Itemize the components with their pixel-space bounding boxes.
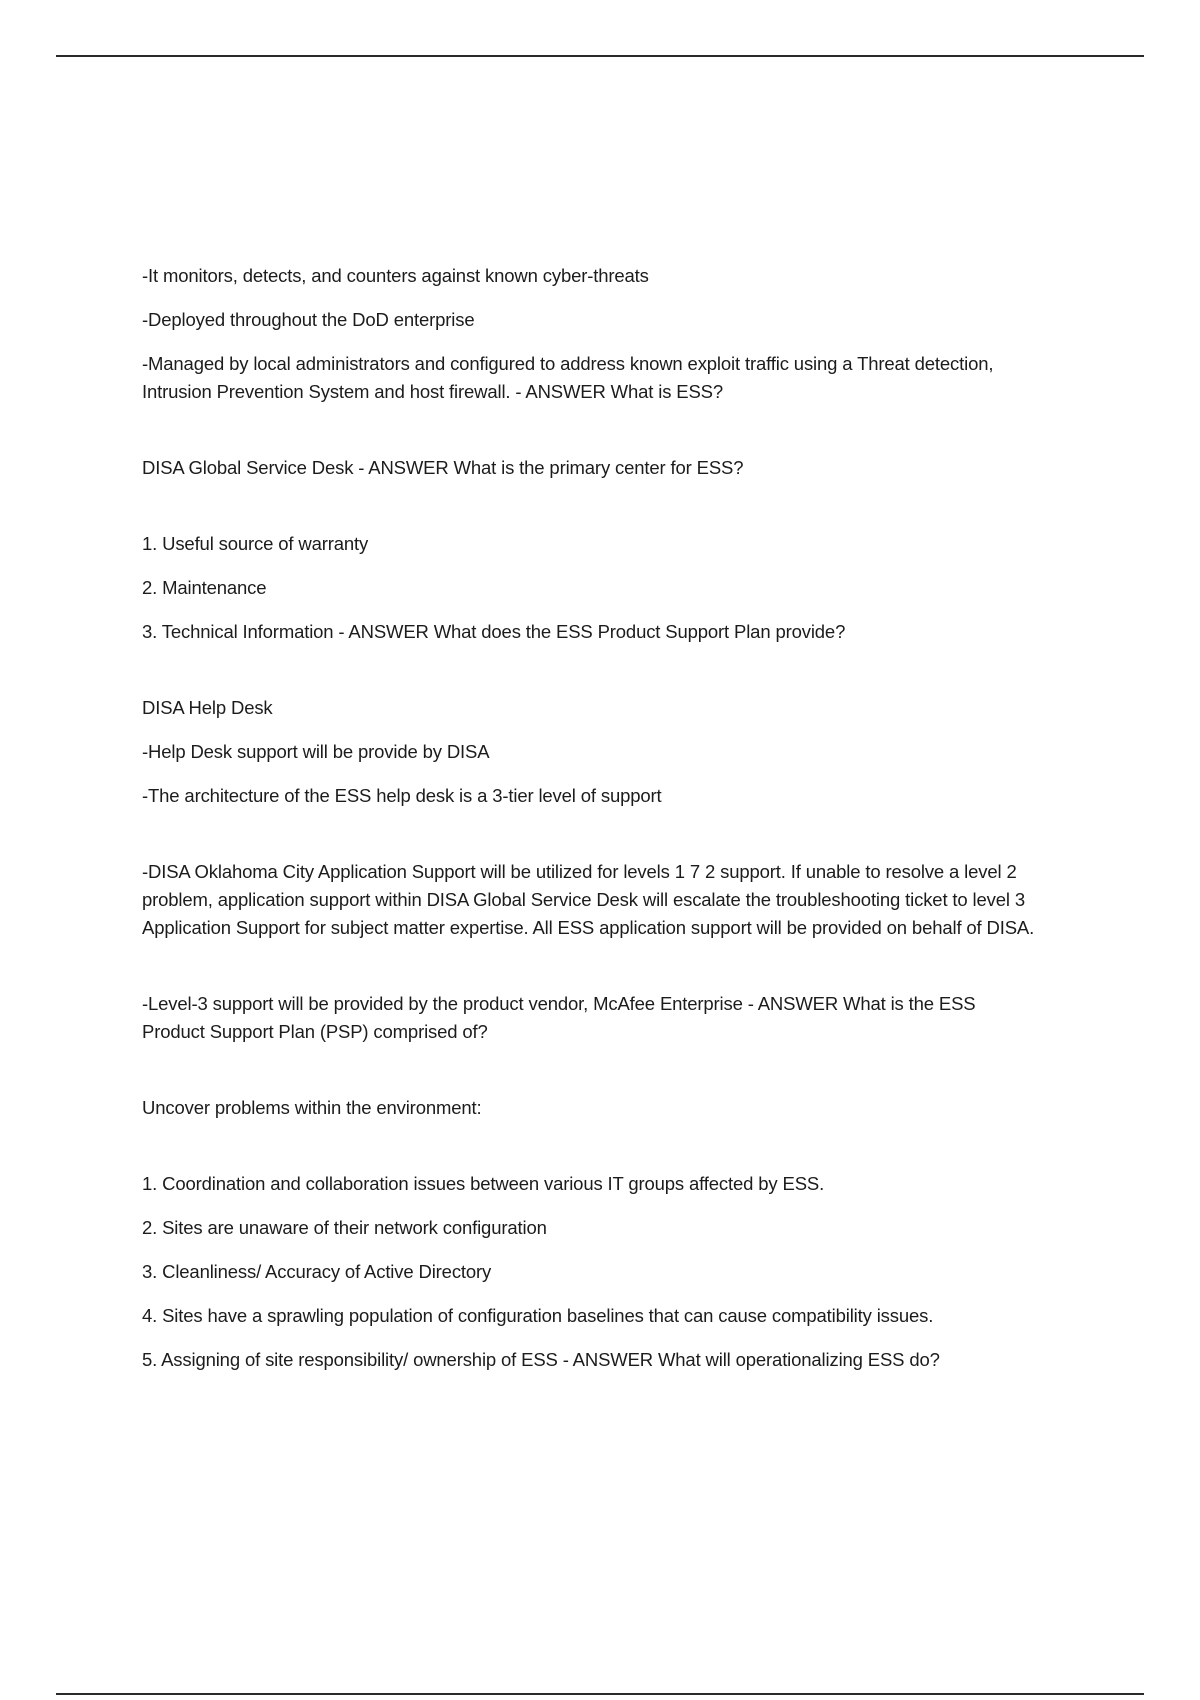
paragraph: -Level-3 support will be provided by the product vendor, McAfee Enterprise - ANSWER What is the ESS Product Support Plan (PSP) comprised of? [142, 993, 976, 1042]
paragraph: -The architecture of the ESS help desk is a 3-tier level of support [142, 785, 662, 806]
list-item: 2. Sites are unaware of their network configuration [142, 1217, 547, 1238]
spacer [142, 498, 1042, 530]
paragraph: DISA Help Desk [142, 697, 273, 718]
list-item: 1. Coordination and collaboration issues between various IT groups affected by ESS. [142, 1173, 825, 1194]
list-item: 4. Sites have a sprawling population of configuration baselines that can cause compatibility issues. [142, 1305, 934, 1326]
paragraph: -It monitors, detects, and counters against known cyber-threats [142, 265, 649, 286]
spacer [142, 826, 1042, 858]
list-item: 3. Cleanliness/ Accuracy of Active Directory [142, 1261, 492, 1282]
document-body [142, 262, 1042, 1390]
spacer [142, 422, 1042, 454]
list-item: 2. Maintenance [142, 577, 267, 598]
paragraph: DISA Global Service Desk - ANSWER What is the primary center for ESS? [142, 457, 744, 478]
footer-rule [56, 1693, 1144, 1695]
paragraph: -Deployed throughout the DoD enterprise [142, 309, 475, 330]
list-item: 3. Technical Information - ANSWER What does the ESS Product Support Plan provide? [142, 621, 846, 642]
header-rule [56, 55, 1144, 57]
list-item: 5. Assigning of site responsibility/ ownership of ESS - ANSWER What will operationalizing ESS do? [142, 1349, 940, 1370]
spacer [142, 1062, 1042, 1094]
list-item: 1. Useful source of warranty [142, 533, 369, 554]
paragraph: -DISA Oklahoma City Application Support will be utilized for levels 1 7 2 support. If unable to resolve a level 2 problem, application support within DISA Global Service Desk will escalate the troubleshooting ticket to level 3 Application Support for subject matter expertise. All ESS application support will be provided on behalf of DISA. [142, 861, 1035, 938]
paragraph: -Managed by local administrators and configured to address known exploit traffic using a Threat detection, Intrusion Prevention System and host firewall. - ANSWER What is ESS? [142, 353, 994, 402]
spacer [142, 958, 1042, 990]
paragraph: -Help Desk support will be provide by DISA [142, 741, 490, 762]
spacer [142, 1138, 1042, 1170]
paragraph: Uncover problems within the environment: [142, 1097, 482, 1118]
spacer [142, 662, 1042, 694]
